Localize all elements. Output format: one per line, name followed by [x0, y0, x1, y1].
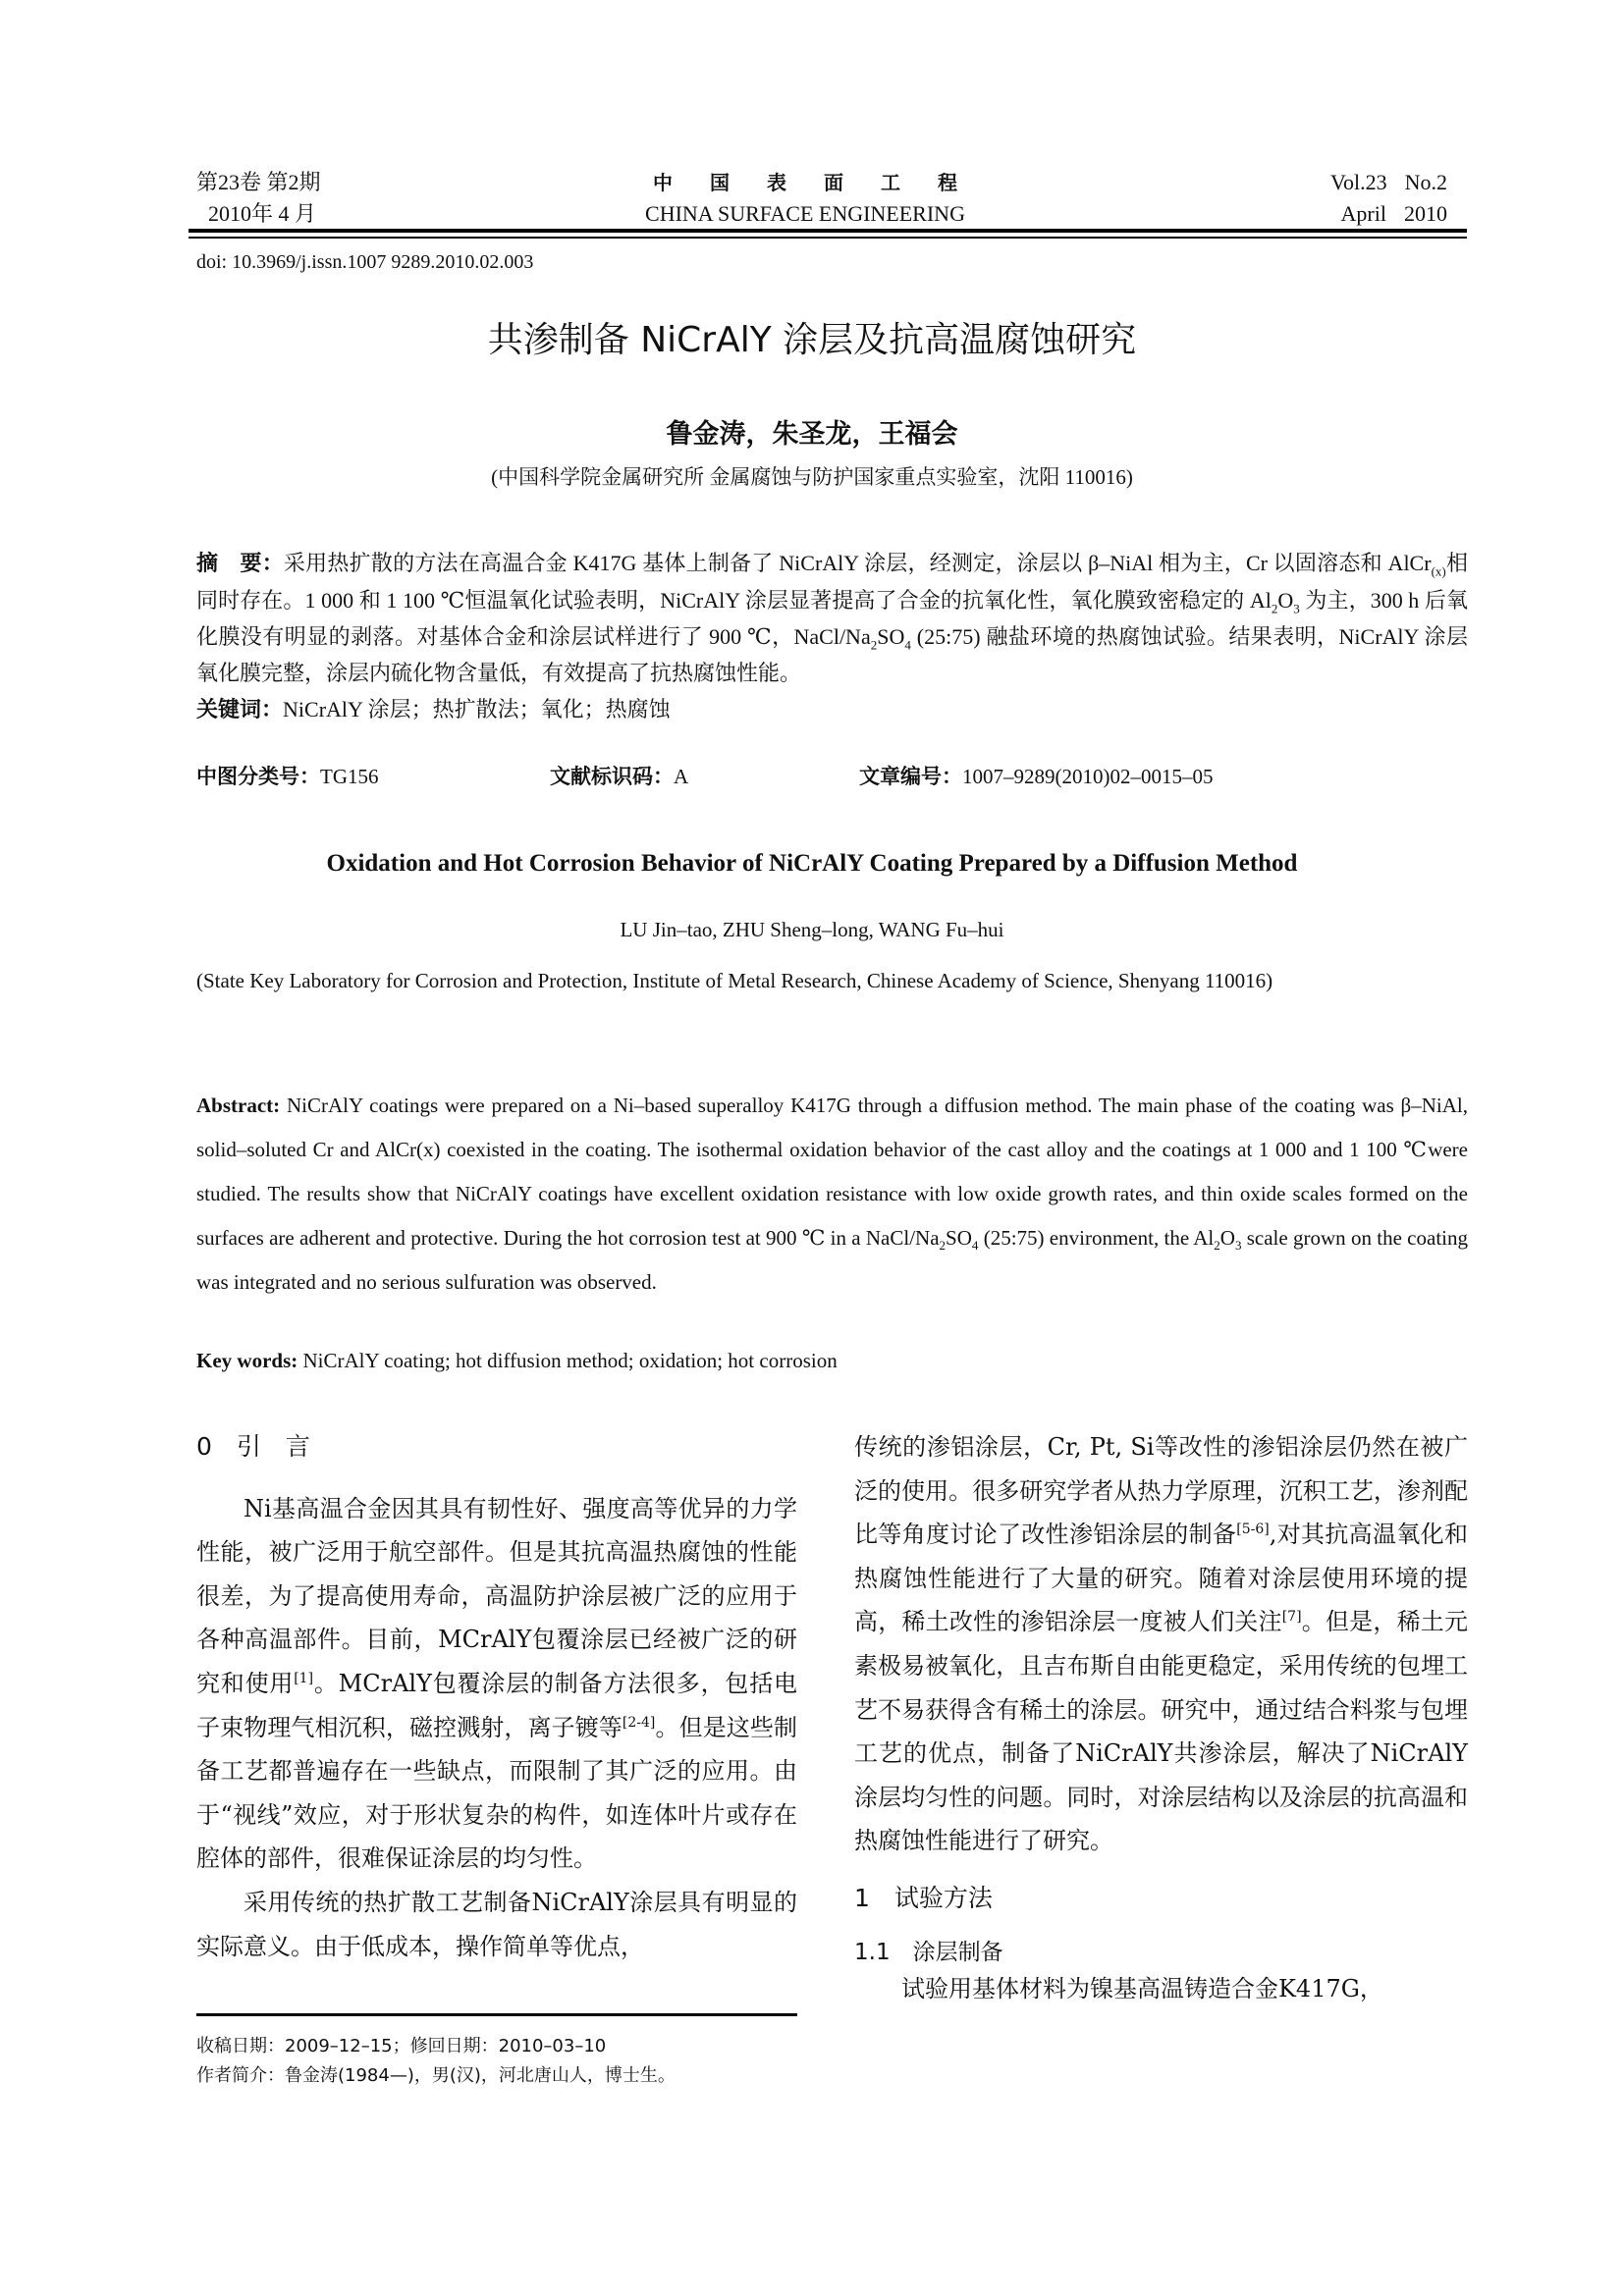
footnote — [196, 2032, 676, 2091]
citation-ref[interactable]: [5-6] — [1236, 1522, 1270, 1538]
journal-name-cn: 中国表面工程 — [653, 171, 995, 194]
body-paragraph: 试验用基体材料为镍基高温铸造合金K417G， — [901, 1974, 1383, 2002]
journal-name-en: CHINA SURFACE ENGINEERING — [645, 201, 965, 226]
month-en: April — [1340, 201, 1386, 226]
keywords-en-label: Key words: — [196, 1349, 298, 1372]
abstract-en — [196, 1084, 1468, 1305]
body-column-right — [854, 1425, 1468, 2007]
subscript: 2 — [1214, 1238, 1220, 1254]
keywords-cn-text: NiCrAlY 涂层；热扩散法；氧化；热腐蚀 — [283, 697, 671, 721]
keywords-en-text: NiCrAlY coating; hot diffusion method; oxidation; hot corrosion — [298, 1349, 838, 1372]
abstract-en-text: SO — [946, 1226, 972, 1250]
subscript: 4 — [904, 637, 911, 653]
subsection-heading-coating-prep: 1.1 涂层制备 — [854, 1939, 1003, 1965]
citation-ref[interactable]: [1] — [294, 1670, 314, 1686]
paragraph-text: Ni基高温合金因其具有韧性好、强度高等优异的力学性能，被广泛用于航空部件。但是其抗高温热腐蚀的性能很差，为了提高使用寿命，高温防护涂层被广泛的应用于各种高温部件。目前，MCrAlY包覆涂层已经被广泛的研究和使用 — [196, 1494, 797, 1697]
paragraph-text: ,对其抗高温氧化和热腐蚀性能进行了大量的研究。随着对涂层使用环境的提高，稀土改性的渗铝涂层一度被人们关注 — [854, 1521, 1468, 1636]
volume-issue-cn: 第23卷 第2期 — [196, 170, 321, 194]
subscript: 2 — [939, 1238, 947, 1254]
subscript: 2 — [870, 637, 878, 653]
date-cn: 2010年 4 月 — [208, 201, 317, 226]
clc-number — [196, 761, 379, 790]
footnote-rule — [196, 2013, 797, 2016]
subscript: 3 — [1293, 601, 1300, 616]
header-rule-thin — [189, 237, 1467, 239]
paper-title-cn: 共渗制备 NiCrAlY 涂层及抗高温腐蚀研究 — [487, 320, 1137, 360]
doi: doi: 10.3969/j.issn.1007 9289.2010.02.003 — [196, 251, 534, 273]
header-rule-thick — [189, 229, 1467, 233]
section-heading-methods: 1 试验方法 — [854, 1883, 993, 1912]
paragraph-text: 。MCrAlY包覆涂层的制备方法很多，包括电子束物理气相沉积，磁控溅射，离子镀等 — [196, 1669, 797, 1741]
clc-label: 中图分类号： — [196, 765, 320, 788]
abstract-en-text: NiCrAlY coatings were prepared on a Ni–based superalloy K417G through a diffusion method. The main phase of the coating was β–NiAl, solid–soluted Cr and AlCr(x) coexisted in the coating. The isothermal oxidation behavior of the cast alloy and the coatings at 1 000 and 1 100 ℃were studied. The results show that NiCrAlY coatings have excellent oxidation resistance with low oxide growth rates, and thin oxide scales formed on the surfaces are adherent and protective. During the hot corrosion test at 900 ℃ in a NaCl/Na — [196, 1094, 1468, 1250]
citation-ref[interactable]: [7] — [1281, 1609, 1302, 1626]
abstract-cn-label: 摘 要： — [196, 552, 284, 576]
abstract-en-text: (25:75) environment, the Al — [978, 1226, 1215, 1250]
affiliation-en: (State Key Laboratory for Corrosion and Protection, Institute of Metal Research, Chinese Academy of Science, Shenyang 110016) — [196, 969, 1273, 992]
body-paragraph — [854, 1425, 1468, 1863]
abstract-en-text: scale grown on the coating was integrated and no serious sulfuration was observed. — [196, 1226, 1468, 1294]
body-paragraph: 采用传统的热扩散工艺制备NiCrAlY涂层具有明显的实际意义。由于低成本，操作简单等优点， — [196, 1888, 797, 1960]
abstract-cn-text: 相同时存在。1 000 和 1 100 ℃恒温氧化试验表明，NiCrAlY 涂层显著提高了合金的抗氧化性，氧化膜致密稳定的 Al — [196, 551, 1468, 613]
keywords-en — [196, 1349, 838, 1373]
authors-en: LU Jin–tao, ZHU Sheng–long, WANG Fu–hui — [620, 918, 1004, 941]
subscript: (x) — [1431, 563, 1446, 579]
section-heading-introduction: 0 引 言 — [196, 1432, 310, 1461]
document-code — [550, 761, 688, 790]
doc-label: 文献标识码： — [550, 765, 674, 788]
paper-title-en: Oxidation and Hot Corrosion Behavior of NiCrAlY Coating Prepared by a Diffusion Method — [326, 850, 1298, 877]
authors-cn: 鲁金涛，朱圣龙，王福会 — [666, 419, 958, 450]
citation-ref[interactable]: [2-4] — [622, 1714, 656, 1731]
body-column-left — [196, 1425, 797, 1968]
paragraph-text: 传统的渗铝涂层，Cr, Pt, Si等改性的渗铝涂层仍然在被广泛的使用。很多研究学者从热力学原理，沉积工艺，渗剂配比等角度讨论了改性渗铝涂层的制备 — [854, 1433, 1468, 1549]
volume-en: Vol.23 — [1329, 170, 1387, 194]
journal-name — [550, 167, 1060, 230]
footnote-author-bio: 作者简介：鲁金涛(1984—)，男(汉)，河北唐山人，博士生。 — [196, 2065, 676, 2086]
article-label: 文章编号： — [859, 765, 962, 788]
article-number — [859, 761, 1214, 790]
year-en: 2010 — [1404, 201, 1447, 226]
abstract-cn — [196, 545, 1468, 728]
subscript: 4 — [971, 1238, 979, 1254]
body-paragraph — [196, 1487, 797, 1881]
journal-volume-cn — [196, 167, 321, 230]
abstract-en-text: O — [1219, 1226, 1235, 1250]
footnote-dates: 收稿日期：2009–12–15；修回日期：2010–03–10 — [196, 2036, 607, 2056]
clc-value: TG156 — [320, 765, 379, 788]
issue-en: No.2 — [1404, 170, 1447, 194]
doc-value: A — [674, 765, 689, 788]
keywords-cn — [196, 691, 1468, 728]
subscript: 3 — [1234, 1238, 1242, 1254]
abstract-cn-text: 为主，300 h 后氧化膜没有明显的剥落。对基体合金和涂层试样进行了 900 ℃，NaCl/Na — [196, 588, 1468, 649]
affiliation-cn: (中国科学院金属研究所 金属腐蚀与防护国家重点实验室，沈阳 110016) — [491, 465, 1133, 489]
abstract-cn-text: (25:75) 融盐环境的热腐蚀试验。结果表明，NiCrAlY 涂层氧化膜完整，涂层内硫化物含量低，有效提高了抗热腐蚀性能。 — [196, 624, 1468, 685]
subscript: 2 — [1271, 601, 1278, 616]
abstract-cn-text: SO — [877, 624, 905, 649]
abstract-en-label: Abstract: — [196, 1094, 281, 1117]
article-value: 1007–9289(2010)02–0015–05 — [962, 765, 1214, 788]
paragraph-text: 。但是，稀土元素极易被氧化，且吉布斯自由能更稳定，采用传统的包埋工艺不易获得含有稀土的涂层。研究中，通过结合料浆与包埋工艺的优点，制备了NiCrAlY共渗涂层，解决了NiCrAlY涂层均匀性的问题。同时，对涂层结构以及涂层的抗高温和热腐蚀性能进行了研究。 — [854, 1608, 1469, 1855]
journal-volume-en — [1313, 167, 1447, 230]
abstract-cn-text: 采用热扩散的方法在高温合金 K417G 基体上制备了 NiCrAlY 涂层，经测定，涂层以 β–NiAl 相为主，Cr 以固溶态和 AlCr — [283, 551, 1432, 575]
keywords-cn-label: 关键词： — [196, 698, 284, 722]
abstract-cn-text: O — [1277, 588, 1294, 613]
paragraph-text: 。但是这些制备工艺都普遍存在一些缺点，而限制了其广泛的应用。由于“视线”效应，对于形状复杂的构件，如连体叶片或存在腔体的部件，很难保证涂层的均匀性。 — [196, 1713, 798, 1873]
